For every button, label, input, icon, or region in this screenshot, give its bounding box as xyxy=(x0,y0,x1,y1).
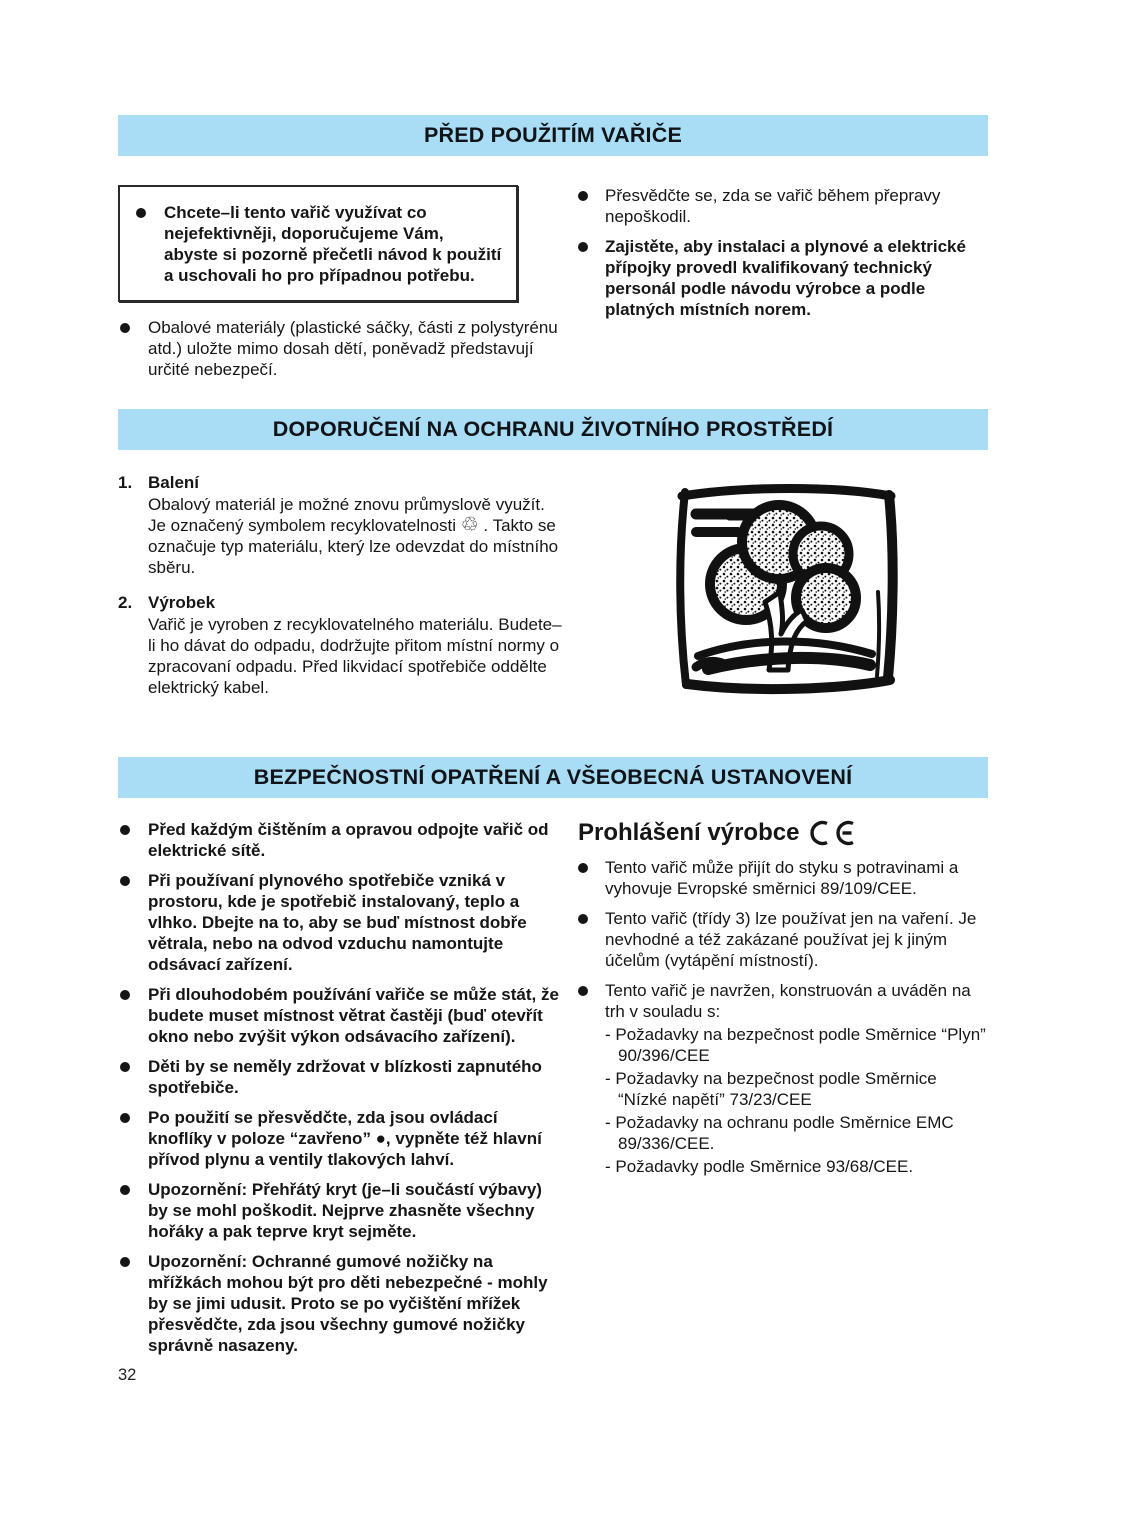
tree-sketch-icon xyxy=(666,474,906,712)
bullet-text: Před každým čištěním a opravou odpojte vařič od elektrické sítě. xyxy=(148,820,549,860)
bullet-text: Při dlouhodobém používání vařiče se může stát, že budete muset místnost větrat častěji (buď otevřít okno nebo zvýšit výkon odsávacího zařízení). xyxy=(148,985,559,1046)
list-item xyxy=(118,984,565,1047)
section-environment-body xyxy=(118,472,988,717)
list-item xyxy=(134,202,502,286)
item-heading: Balení xyxy=(148,473,200,492)
bullet-text: Obalové materiály (plastické sáčky, části z polystyrénu atd.) uložte mimo dosah dětí, poněvadž představují určité nebezpečí. xyxy=(148,318,558,379)
recycling-tree-illustration xyxy=(666,474,988,717)
item-text: Vařič je vyroben z recyklovatelného materiálu. Budete–li ho dávat do odpadu, dodržujte přitom místní normy o zpracovaní odpadu. Před likvidací spotřebiče oddělte elektrický kabel. xyxy=(148,615,562,697)
safety-left-column xyxy=(118,819,565,1365)
list-item xyxy=(118,870,565,975)
item-body xyxy=(148,592,565,698)
bullet-text: Při používaní plynového spotřebiče vzniká v prostoru, kde je spotřebič instalovaný, teplo a vlhko. Dbejte na to, aby se buď místnost dobře větrala, nebo na odvod vzduchu namontujte odsávací zařízení. xyxy=(148,871,527,974)
bullet-text: Po použití se přesvědčte, zda jsou ovládací knoflíky v poloze “zavřeno” ●, vypněte též hlavní přívod plynu a ventily tlakových lahví. xyxy=(148,1108,542,1169)
list-item xyxy=(118,1056,565,1098)
list-item xyxy=(118,819,565,861)
section-title: BEZPEČNOSTNÍ OPATŘENÍ A VŠEOBECNÁ USTANOVENÍ xyxy=(253,765,853,789)
section-header-before-use xyxy=(118,115,988,156)
safety-right-column xyxy=(578,819,988,1365)
item-number: 1. xyxy=(118,473,133,492)
list-item xyxy=(578,185,988,227)
environment-right-column xyxy=(578,472,988,717)
declaration-heading xyxy=(578,819,988,847)
dash-sub-item: - Požadavky podle Směrnice 93/68/CEE. xyxy=(605,1157,914,1176)
section-safety-body xyxy=(118,819,988,1365)
boxed-note-text: Chcete–li tento vařič využívat co nejefektivněji, doporučujeme Vám, abyste si pozorně přečetli návod k použití a uschovali ho pro případnou potřebu. xyxy=(164,203,502,285)
dash-sub-item: - Požadavky na bezpečnost podle Směrnice “Nízké napětí” 73/23/CEE xyxy=(605,1069,937,1109)
dash-sub-item: - Požadavky na bezpečnost podle Směrnice “Plyn” 90/396/CEE xyxy=(605,1025,986,1065)
numbered-item xyxy=(118,472,565,578)
bullet-text: Děti by se neměly zdržovat v blízkosti zapnutého spotřebiče. xyxy=(148,1057,542,1097)
bullet-text: Přesvědčte se, zda se vařič během přepravy nepoškodil. xyxy=(605,186,941,226)
list-item xyxy=(578,236,988,320)
before-use-right-column xyxy=(578,185,988,389)
numbered-item xyxy=(118,592,565,698)
item-number: 2. xyxy=(118,593,133,612)
bullet-text: Tento vařič může přijít do styku s potravinami a vyhovuje Evropské směrnici 89/109/CEE. xyxy=(605,858,959,898)
bullet-text: Upozornění: Přehřátý kryt (je–li součástí výbavy) by se mohl poškodit. Nejprve zhasněte všechny hořáky a pak teprve kryt sejměte. xyxy=(148,1180,542,1241)
list-item xyxy=(578,908,988,971)
important-notice-box xyxy=(118,185,518,302)
section-title: PŘED POUŽITÍM VAŘIČE xyxy=(423,123,683,147)
ce-mark-icon xyxy=(809,820,855,846)
list-item xyxy=(118,1179,565,1242)
environment-left-column xyxy=(118,472,565,717)
section-header-environment xyxy=(118,409,988,450)
section-before-use-body xyxy=(118,185,988,389)
page-content xyxy=(118,115,988,1365)
item-text: Obalový materiál je možné znovu průmyslově využít. Je označený symbolem recyklovatelnosti ♲ . Takto se označuje typ materiálu, který lze odevzdat do místního sběru. xyxy=(148,495,559,577)
declaration-heading-text: Prohlášení výrobce xyxy=(578,819,800,846)
list-item xyxy=(118,1107,565,1170)
recycling-symbol-icon: ♲ xyxy=(460,512,479,536)
bullet-text: Tento vařič (třídy 3) lze používat jen na vaření. Je nevhodné a též zakázané používat jej k jiným účelům (vytápění místností). xyxy=(605,909,977,970)
list-item xyxy=(118,1251,565,1356)
list-item xyxy=(118,317,565,380)
before-use-left-column xyxy=(118,185,565,389)
list-item xyxy=(578,857,988,899)
item-body xyxy=(148,472,565,578)
section-header-safety xyxy=(118,757,988,798)
bullet-text: Zajistěte, aby instalaci a plynové a elektrické přípojky provedl kvalifikovaný technický personál podle návodu výrobce a podle platných místních norem. xyxy=(605,237,966,319)
dash-sub-item: - Požadavky na ochranu podle Směrnice EMC 89/336/CEE. xyxy=(605,1113,954,1153)
page-number: 32 xyxy=(118,1366,137,1384)
section-title: DOPORUČENÍ NA OCHRANU ŽIVOTNÍHO PROSTŘEDÍ xyxy=(272,417,834,441)
item-heading: Výrobek xyxy=(148,593,216,612)
list-item xyxy=(578,980,988,1177)
bullet-text: Tento vařič je navržen, konstruován a uváděn na trh v souladu s: xyxy=(605,981,971,1021)
bullet-text: Upozornění: Ochranné gumové nožičky na mřížkách mohou být pro děti nebezpečné - mohly by se jimi udusit. Proto se po vyčištění mřížek přesvědčte, zda jsou všechny gumové nožičky správně nasazeny. xyxy=(148,1252,548,1355)
